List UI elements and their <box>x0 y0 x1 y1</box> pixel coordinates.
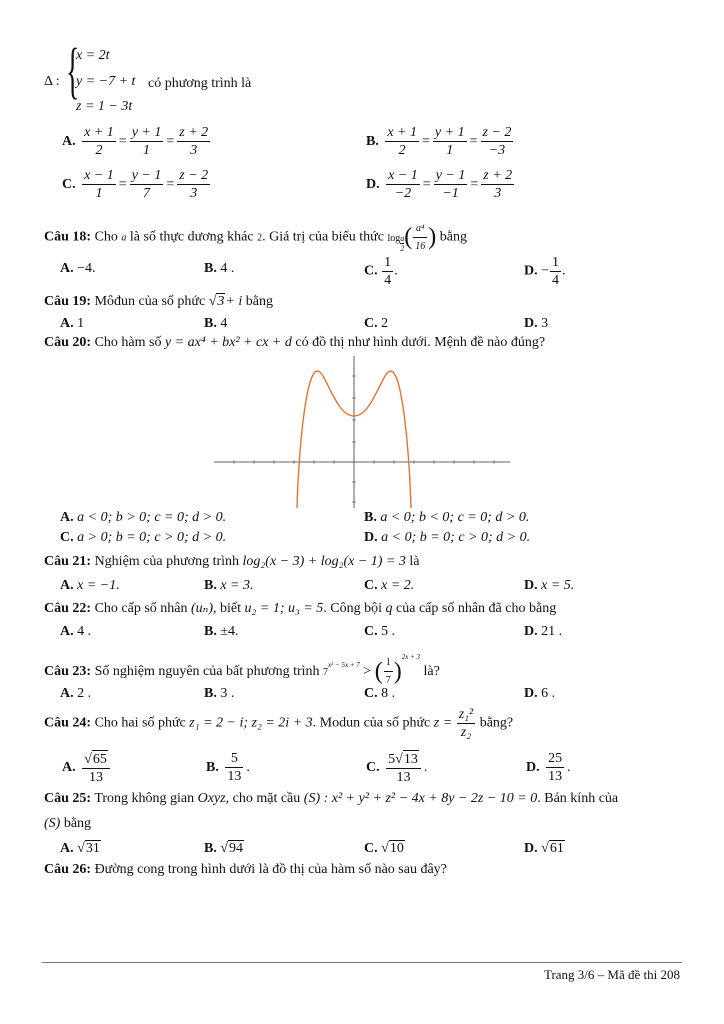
option-label: A. <box>60 316 74 331</box>
option-label: C. <box>366 760 380 775</box>
frac-num: 25 <box>548 751 563 766</box>
q23-stem: Câu 23: Số nghiệm nguyên của bất phương trình $7^{x^2 - 5x + 7}$ > ( $\frac{1}{7}$ )$^{2x + 3}$ là? <box>44 653 440 689</box>
q18-option-a[interactable] <box>60 261 96 277</box>
frac-num: z₁² <box>458 707 474 722</box>
option-label: D. <box>524 624 538 639</box>
q25-option-a[interactable]: A. √31 <box>60 841 100 856</box>
coefficient: 5 <box>388 752 396 767</box>
q22-option-b[interactable] <box>204 624 239 640</box>
frac-num: 1 <box>552 255 560 270</box>
stem-text: là số thực dương khác <box>129 229 254 245</box>
option-label: A. <box>60 261 74 276</box>
frac-den: 3 <box>190 143 198 158</box>
radicand: 65 <box>92 752 107 767</box>
option-label: B. <box>204 624 217 639</box>
frac-den: 16 <box>415 241 426 252</box>
footer-divider <box>42 962 682 963</box>
space-name: Oxyz <box>197 791 226 806</box>
frac-den: 1 <box>143 143 151 158</box>
q25-stem-line2 <box>44 816 91 832</box>
q24-option-a[interactable]: A. $\frac{√65}{13}$ <box>60 750 111 786</box>
frac-den: 4 <box>384 273 392 288</box>
option-value: 4 <box>220 316 228 331</box>
question-label: Câu 20: <box>44 335 92 350</box>
q20-option-b[interactable] <box>364 510 529 526</box>
option-value: a < 0; b < 0; c = 0; d > 0. <box>380 510 530 525</box>
frac-num: 1 <box>384 654 393 672</box>
q21-stem <box>44 554 420 570</box>
question-label: Câu 24: <box>44 715 92 731</box>
given-values: z₁ = 2 − i; z₂ = 2i + 3 <box>189 715 313 731</box>
plus-i: + i <box>225 294 243 309</box>
q20-option-c[interactable] <box>60 530 226 546</box>
question-label: Câu 26: <box>44 862 92 877</box>
frac-num: x + 1 <box>84 125 114 140</box>
option-label: C. <box>364 686 378 701</box>
question-label: Câu 22: <box>44 601 92 616</box>
radicand: 94 <box>229 841 244 856</box>
q26-stem <box>44 862 447 878</box>
option-label: C. <box>364 316 378 331</box>
q18-stem: Câu 18: Cho a là số thực dương khác 2. Giá trị của biểu thức log $\frac{a}{2}$ ( $\frac{\text{a⁴}}{16}$ ) bằng <box>44 220 467 255</box>
sphere-name: (S) <box>44 816 61 831</box>
option-label: A. <box>60 686 74 701</box>
log-expr: log $\frac{a}{2}$ <box>387 232 405 253</box>
option-label: C. <box>364 841 378 856</box>
option-value: 4 . <box>77 624 92 639</box>
frac-num: y + 1 <box>131 125 162 140</box>
radicand: 31 <box>85 841 100 856</box>
value-2: 2 <box>257 232 263 244</box>
option-label: A. <box>62 760 76 775</box>
option-value: 1 <box>77 316 85 331</box>
frac-num: z − 2 <box>482 125 512 140</box>
system-brace: { <box>66 37 80 105</box>
q20-option-d[interactable] <box>364 530 530 546</box>
option-label: A. <box>60 510 74 525</box>
option-value: 3 . <box>220 686 235 701</box>
period: . <box>567 759 571 775</box>
frac-den: −2 <box>394 186 412 201</box>
q17-option-c[interactable]: C. $\frac{x - 1}{1}$ = $\frac{y - 1}{7}$ = $\frac{z - 2}{3}$ <box>62 168 209 201</box>
q21-option-a[interactable] <box>60 578 120 594</box>
q19-option-a[interactable] <box>60 316 84 332</box>
option-label: B. <box>366 133 379 149</box>
stem-text: bằng <box>439 229 467 245</box>
option-value: x = −1. <box>77 578 120 593</box>
option-label: D. <box>366 176 380 192</box>
option-value: 4 . <box>220 261 235 276</box>
stem-text: Cho hai số phức <box>94 715 186 731</box>
q23-option-c[interactable] <box>364 686 395 702</box>
period: . <box>394 263 398 279</box>
frac-num: y − 1 <box>435 168 466 183</box>
frac-num: z + 2 <box>483 168 513 183</box>
question-label: Câu 19: <box>44 294 92 309</box>
stem-text: Môđun của số phức <box>94 294 206 309</box>
q19-option-c[interactable] <box>364 316 388 332</box>
stem-text: Trong không gian <box>94 791 195 806</box>
option-value: 3 <box>541 316 549 331</box>
q20-stem <box>44 335 545 351</box>
frac-den: 2 <box>95 143 103 158</box>
var-q: q <box>385 601 393 616</box>
frac-den: 13 <box>88 770 103 785</box>
radicand: 13 <box>403 752 418 767</box>
frac-num: x + 1 <box>387 125 418 140</box>
stem-text: . Bán kính của <box>537 791 619 806</box>
frac-den: −3 <box>488 143 506 158</box>
stem-text: có đồ thị như hình dưới. Mệnh đề nào đúng? <box>295 335 546 350</box>
function-expr: y = ax⁴ + bx² + cx + d <box>164 335 292 350</box>
stem-text: Đường cong trong hình dưới là đồ thị của hàm số nào sau đây? <box>94 862 447 877</box>
frac-den: 13 <box>227 769 242 784</box>
sequence: (uₙ) <box>191 601 213 616</box>
period: . <box>423 760 428 775</box>
q17-delta-label: Δ : <box>44 74 60 89</box>
radicand: 10 <box>389 841 404 856</box>
exponent: x² − 5x + 7 <box>328 661 360 669</box>
q22-option-c[interactable] <box>364 624 395 640</box>
q23-option-b[interactable] <box>204 686 234 702</box>
option-label: D. <box>524 316 538 331</box>
q17-stem-tail: có phương trình là <box>148 76 252 91</box>
q17-system-line1: x = 2t <box>76 48 110 63</box>
option-value: 21 . <box>541 624 563 639</box>
stem-text: , biết <box>213 601 241 616</box>
stem-text: . Công bội <box>323 601 383 616</box>
frac-den: −1 <box>442 186 459 201</box>
frac-den: 13 <box>548 769 563 784</box>
frac-den: 1 <box>95 186 103 201</box>
option-label: A. <box>60 624 74 639</box>
x-axis <box>214 460 510 464</box>
z-equals: z = <box>433 715 453 731</box>
option-value: x = 5. <box>541 578 575 593</box>
option-label: A. <box>62 133 76 149</box>
frac-num: 5 <box>225 750 243 768</box>
q24-stem <box>44 706 513 741</box>
equation: log₂(x − 3) + log₂(x − 1) = 3 <box>242 554 406 569</box>
var-a: a <box>121 232 127 244</box>
option-value: x = 3. <box>220 578 254 593</box>
option-value: a > 0; b = 0; c > 0; d > 0. <box>77 530 227 545</box>
option-value: 5 . <box>381 624 396 639</box>
option-label: D. <box>524 686 538 701</box>
stem-text: là? <box>423 664 440 679</box>
period: . <box>246 759 250 775</box>
q22-option-a[interactable] <box>60 624 91 640</box>
q25-stem <box>44 791 618 807</box>
stem-text: Nghiệm của phương trình <box>94 554 240 569</box>
q20-option-a[interactable] <box>60 510 226 526</box>
frac-num: x − 1 <box>84 168 114 183</box>
frac-den: z₂ <box>460 725 472 740</box>
option-label: B. <box>204 841 217 856</box>
frac-num: a⁴ <box>413 220 427 238</box>
option-value: 2 . <box>77 686 92 701</box>
q17-system-line3: z = 1 − 3t <box>76 99 133 114</box>
option-value: x = 2. <box>381 578 415 593</box>
option-value: 8 . <box>381 686 396 701</box>
frac-num: y − 1 <box>131 168 162 183</box>
q21-option-b[interactable] <box>204 578 254 594</box>
q25-option-c[interactable]: C. √10 <box>364 841 404 856</box>
frac-den: 2 <box>398 143 406 158</box>
minus-sign: − <box>541 263 550 279</box>
question-label: Câu 23: <box>44 664 92 679</box>
q25-option-d[interactable]: D. √61 <box>524 841 564 856</box>
option-value: a < 0; b = 0; c > 0; d > 0. <box>381 530 531 545</box>
q23-option-d[interactable] <box>524 686 555 702</box>
frac-num: x − 1 <box>388 168 418 183</box>
question-label: Câu 21: <box>44 554 92 569</box>
radicand: 61 <box>549 841 564 856</box>
exponent: 2x + 3 <box>401 653 421 661</box>
sphere-equation: (S) : x² + y² + z² − 4x + 8y − 2z − 10 = 0 <box>303 791 538 806</box>
option-value: 6 . <box>541 686 556 701</box>
option-label: B. <box>204 316 217 331</box>
stem-text: bằng? <box>479 715 514 731</box>
option-value: 2 <box>381 316 389 331</box>
q21-option-d[interactable] <box>524 578 574 594</box>
stem-text: , cho mặt cầu <box>225 791 301 806</box>
q24-option-b[interactable] <box>204 750 252 785</box>
option-value: ±4. <box>220 624 239 639</box>
q19-option-b[interactable] <box>204 316 227 332</box>
q17-system-line2: y = −7 + t <box>76 74 136 89</box>
stem-text: là <box>409 554 420 569</box>
frac-num: y + 1 <box>434 125 465 140</box>
radicand: 3 <box>217 294 225 309</box>
q19-stem: Câu 19: Môđun của số phức √3+ i bằng <box>44 294 273 309</box>
stem-text: Số nghiệm nguyên của bất phương trình <box>94 664 320 679</box>
question-label: Câu 25: <box>44 791 92 806</box>
option-label: C. <box>364 624 378 639</box>
option-label: D. <box>364 530 378 545</box>
stem-text: . Modun của số phức <box>312 715 431 731</box>
option-label: C. <box>364 578 378 593</box>
function-graph <box>214 354 514 510</box>
stem-text: Cho hàm số <box>94 335 162 350</box>
option-label: D. <box>524 578 538 593</box>
q17-option-b[interactable]: B. $\frac{x + 1}{2}$ = $\frac{y + 1}{1}$ = $\frac{z - 2}{-3}$ <box>366 125 512 158</box>
option-label: D. <box>524 263 538 279</box>
option-label: C. <box>364 263 378 279</box>
frac-den: 7 <box>385 675 391 687</box>
frac-num: z + 2 <box>179 125 209 140</box>
option-label: B. <box>364 510 377 525</box>
option-label: B. <box>206 759 219 775</box>
option-label: A. <box>60 578 74 593</box>
option-label: D. <box>524 841 538 856</box>
y-axis <box>352 356 356 508</box>
option-label: B. <box>204 686 217 701</box>
option-label: C. <box>60 530 74 545</box>
q17-option-a[interactable]: A. $\frac{x + 1}{2}$ = $\frac{y + 1}{1}$ = $\frac{z + 2}{3}$ <box>62 125 209 158</box>
frac-den: 7 <box>143 186 151 201</box>
period: . <box>562 263 566 279</box>
q18-option-c[interactable] <box>364 254 398 289</box>
greater-than: > <box>363 664 372 679</box>
stem-text: Cho <box>94 229 118 245</box>
q22-stem <box>44 600 556 617</box>
option-value: −4. <box>77 261 96 276</box>
frac-num: z − 2 <box>179 168 209 183</box>
q21-option-c[interactable] <box>364 578 414 594</box>
q22-option-d[interactable] <box>524 624 562 640</box>
frac-den: 3 <box>190 186 198 201</box>
frac-den: 3 <box>494 186 502 201</box>
q25-option-b[interactable]: B. √94 <box>204 841 244 856</box>
option-label: C. <box>62 176 76 192</box>
question-label: Câu 18: <box>44 229 92 245</box>
base-7: 7 <box>323 667 329 678</box>
q18-option-d[interactable] <box>524 254 566 289</box>
frac-num: 1 <box>384 255 392 270</box>
q19-option-d[interactable] <box>524 316 548 332</box>
q24-option-c[interactable]: C. $\frac{5√13}{13}$ . <box>366 752 428 785</box>
option-label: D. <box>526 759 540 775</box>
q24-option-d[interactable] <box>524 750 573 785</box>
stem-text: của cấp số nhân đã cho bằng <box>396 601 557 616</box>
stem-text: bằng <box>63 816 92 831</box>
stem-text: bằng <box>245 294 273 309</box>
frac-den: 13 <box>396 770 411 785</box>
stem-text: . Giá trị của biểu thức <box>262 229 384 245</box>
option-label: A. <box>60 841 74 856</box>
option-value: a < 0; b > 0; c = 0; d > 0. <box>77 510 227 525</box>
q17-option-d[interactable]: D. $\frac{x - 1}{-2}$ = $\frac{y - 1}{-1}$ = $\frac{z + 2}{3}$ <box>366 168 513 201</box>
given-values: u₂ = 1; u₃ = 5 <box>244 601 324 616</box>
q23-option-a[interactable] <box>60 686 91 702</box>
option-label: B. <box>204 578 217 593</box>
stem-text: Cho cấp số nhân <box>94 601 188 616</box>
page-footer: Trang 3/6 – Mã đề thi 208 <box>543 967 680 982</box>
frac-den: 1 <box>446 143 454 158</box>
frac-den: 4 <box>552 273 560 288</box>
option-label: B. <box>204 261 217 276</box>
q18-option-b[interactable] <box>204 261 234 277</box>
